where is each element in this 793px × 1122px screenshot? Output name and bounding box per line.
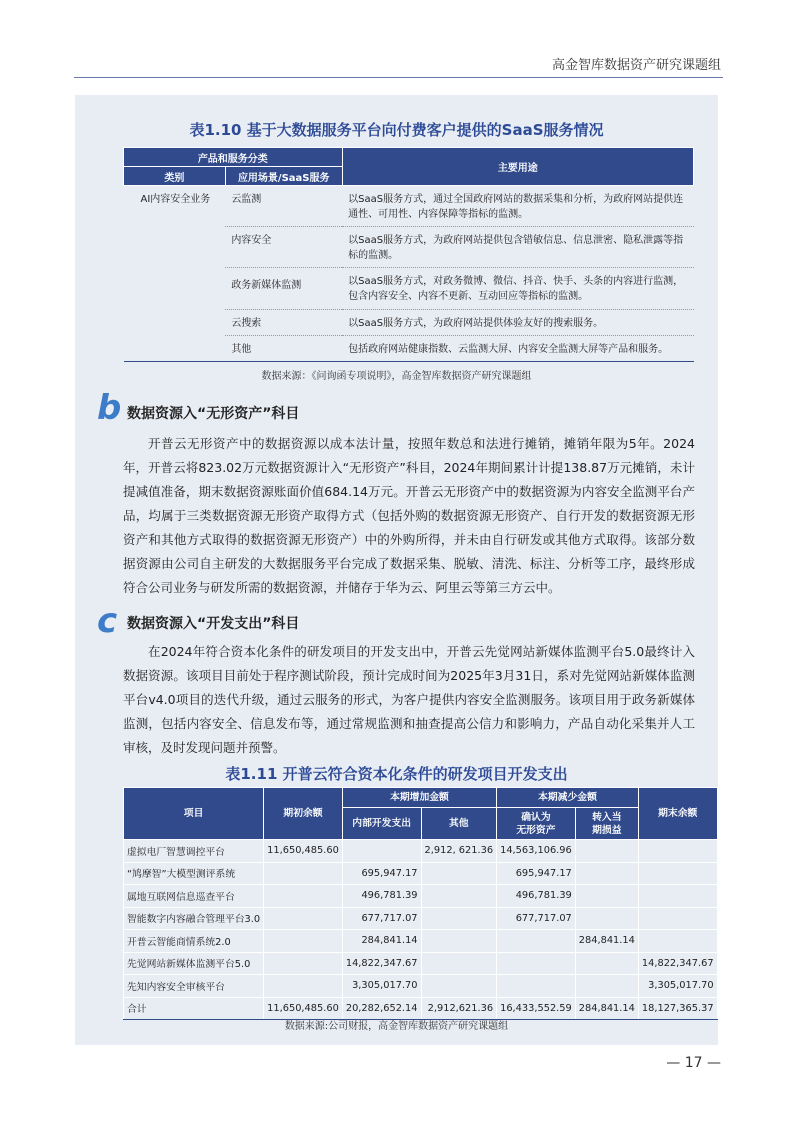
internal-cell: 496,781.39 (342, 885, 421, 908)
opening-cell (264, 952, 343, 975)
opening-cell: 11,650,485.60 (264, 997, 343, 1020)
project-cell: 先知内容安全审核平台 (124, 975, 264, 998)
recognized-cell: 496,781.39 (497, 885, 576, 908)
project-cell: 开普云智能商情系统2.0 (124, 930, 264, 953)
expensed-cell: 284,841.14 (575, 997, 638, 1020)
expensed-cell: 284,841.14 (575, 930, 638, 953)
header-divider (74, 77, 723, 78)
table1-group-header: 产品和服务分类 (124, 148, 343, 167)
header-opening: 期初余额 (264, 788, 343, 840)
saas-service-table (123, 147, 694, 362)
other-cell (421, 907, 497, 930)
expensed-cell (575, 885, 638, 908)
closing-cell (638, 862, 717, 885)
other-cell (421, 952, 497, 975)
scene-cell: 内容安全 (225, 227, 342, 268)
table1-source: 数据来源：《问询函专项说明》，高金智库数据资产研究课题组 (261, 371, 532, 382)
recognized-cell (497, 952, 576, 975)
project-cell: 先觉网站新媒体监测平台5.0 (124, 952, 264, 975)
project-cell: “鸠摩智”大模型测评系统 (124, 862, 264, 885)
dev-expenditure-table (123, 787, 718, 1020)
project-cell: 智能数字内容融合管理平台3.0 (124, 907, 264, 930)
project-cell: 虚拟电厂智慧调控平台 (124, 840, 264, 863)
scene-cell: 云搜索 (225, 310, 342, 336)
closing-cell (638, 907, 717, 930)
table-row (124, 907, 718, 930)
header-project: 项目 (124, 788, 264, 840)
recognized-cell (497, 930, 576, 953)
expensed-cell (575, 907, 638, 930)
other-cell: 2,912,621.36 (421, 997, 497, 1020)
expensed-cell (575, 952, 638, 975)
header-expensed: 转入当 期损益 (575, 808, 638, 840)
closing-cell: 14,822,347.67 (638, 952, 717, 975)
usage-cell: 以SaaS服务方式，为政府网站提供体验友好的搜索服务。 (342, 310, 693, 336)
header-other: 其他 (421, 808, 497, 840)
project-cell: 属地互联网信息巡查平台 (124, 885, 264, 908)
internal-cell: 284,841.14 (342, 930, 421, 953)
other-cell (421, 975, 497, 998)
usage-cell: 包括政府网站健康指数、云监测大屏、内容安全监测大屏等产品和服务。 (342, 336, 693, 362)
table-row (124, 885, 718, 908)
internal-cell: 20,282,652.14 (342, 997, 421, 1020)
header-recognized: 确认为 无形资产 (497, 808, 576, 840)
expensed-cell (575, 840, 638, 863)
table-row (124, 186, 694, 227)
table-row (124, 975, 718, 998)
usage-cell: 以SaaS服务方式，通过全国政府网站的数据采集和分析，为政府网站提供连通性、可用性、内容保障等指标的监测。 (342, 186, 693, 227)
internal-cell: 3,305,017.70 (342, 975, 421, 998)
internal-cell: 14,822,347.67 (342, 952, 421, 975)
other-cell (421, 930, 497, 953)
recognized-cell: 695,947.17 (497, 862, 576, 885)
opening-cell (264, 930, 343, 953)
table-row (124, 862, 718, 885)
other-cell (421, 885, 497, 908)
closing-cell (638, 930, 717, 953)
table2-title: 表1.11 开普云符合资本化条件的研发项目开发支出 (225, 765, 568, 783)
header-increase: 本期增加金额 (342, 788, 496, 808)
other-cell (421, 862, 497, 885)
table-row (124, 840, 718, 863)
recognized-cell (497, 975, 576, 998)
usage-cell: 以SaaS服务方式，对政务微博、微信、抖音、快手、头条的内容进行监测，包含内容安全、内容不更新、互动回应等指标的监测。 (342, 268, 693, 310)
closing-cell: 3,305,017.70 (638, 975, 717, 998)
opening-cell (264, 975, 343, 998)
internal-cell: 677,717.07 (342, 907, 421, 930)
header-closing: 期末余额 (638, 788, 717, 840)
expensed-cell (575, 975, 638, 998)
section-c-title: 数据资源入“开发支出”科目 (127, 616, 300, 632)
header-title: 高金智库数据资产研究课题组 (551, 58, 721, 73)
scene-cell: 云监测 (225, 186, 342, 227)
opening-cell (264, 862, 343, 885)
opening-cell (264, 907, 343, 930)
header-internal-dev: 内部开发支出 (342, 808, 421, 840)
opening-cell: 11,650,485.60 (264, 840, 343, 863)
section-b-letter: b (97, 388, 122, 428)
table1-category-header: 类别 (124, 167, 226, 186)
project-cell: 合计 (124, 997, 264, 1020)
page-number: — 17 — (666, 1055, 721, 1071)
scene-cell: 政务新媒体监测 (225, 268, 342, 310)
table1-usage-header: 主要用途 (342, 148, 693, 186)
table-row (124, 930, 718, 953)
table-row (124, 952, 718, 975)
recognized-cell: 16,433,552.59 (497, 997, 576, 1020)
category-cell: AI内容安全业务 (124, 186, 226, 362)
recognized-cell: 14,563,106.96 (497, 840, 576, 863)
closing-cell (638, 840, 717, 863)
table1-title: 表1.10 基于大数据服务平台向付费客户提供的SaaS服务情况 (189, 121, 604, 139)
internal-cell (342, 840, 421, 863)
closing-cell (638, 885, 717, 908)
table1-scene-header: 应用场景/SaaS服务 (225, 167, 342, 186)
section-b-title: 数据资源入“无形资产”科目 (127, 406, 300, 422)
section-c-letter: c (97, 601, 118, 641)
expensed-cell (575, 862, 638, 885)
other-cell: 2,912, 621.36 (421, 840, 497, 863)
content-panel (75, 95, 718, 1045)
table2-source: 数据来源:公司财报，高金智库数据资产研究课题组 (284, 1021, 509, 1032)
section-b-paragraph: 开普云无形资产中的数据资源以成本法计量，按照年数总和法进行摊销，摊销年限为5年。2024年，开普云将823.02万元数据资源计入“无形资产”科目，2024年期间累计计提138.87万元摊销，未计提减值准备，期末数据资源账面价值684.14万元。开普云无形资产中的数据资源为内容安全监测平台产品，均属于三类数据资源无形资产取得方式（包括外购的数据资源无形资产、自行开发的数据资源无形资产和其他方式取得的数据资源无形资产）中的外购所得，并未由自行研发或其他方式取得。该部分数据资源由公司自主研发的大数据服务平台完成了数据采集、脱敏、清洗、标注、分析等工序，最终形成符合公司业务与研发所需的数据资源，并储存于华为云、阿里云等第三方云中。 (123, 436, 695, 595)
usage-cell: 以SaaS服务方式，为政府网站提供包含错敏信息、信息泄密、隐私泄露等指标的监测。 (342, 227, 693, 268)
closing-cell: 18,127,365.37 (638, 997, 717, 1020)
section-c-paragraph: 在2024年符合资本化条件的研发项目的开发支出中，开普云先觉网站新媒体监测平台5.0最终计入数据资源。该项目目前处于程序测试阶段，预计完成时间为2025年3月31日，系对先觉网站新媒体监测平台v4.0项目的迭代升级，通过云服务的形式，为客户提供内容安全监测服务。该项目用于政务新媒体监测，包括内容安全、信息发布等，通过常规监测和抽查提高公信力和影响力，产品自动化采集并人工审核，及时发现问题并预警。 (123, 644, 695, 755)
opening-cell (264, 885, 343, 908)
scene-cell: 其他 (225, 336, 342, 362)
header-decrease: 本期减少金额 (497, 788, 639, 808)
internal-cell: 695,947.17 (342, 862, 421, 885)
recognized-cell: 677,717.07 (497, 907, 576, 930)
